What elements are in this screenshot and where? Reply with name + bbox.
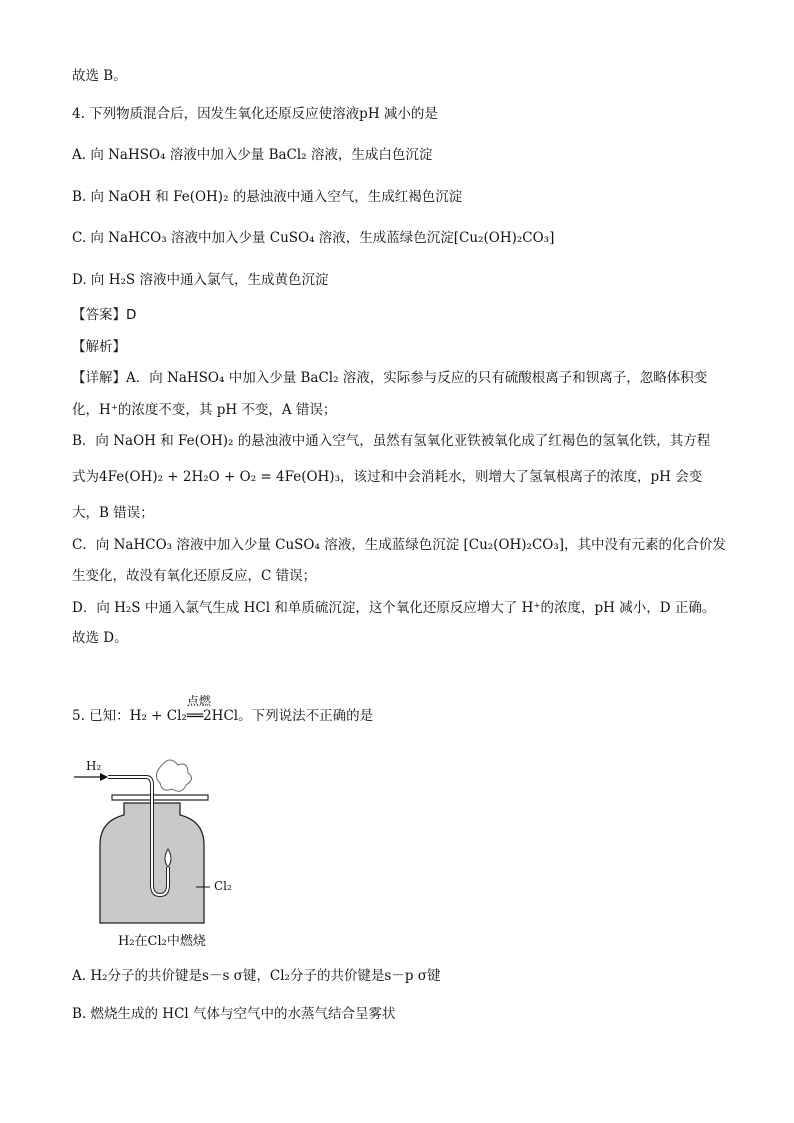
analysis-line-7: 生变化，故没有氧化还原反应，C 错误； xyxy=(72,568,317,584)
analysis-line-4: 式为4Fe(OH)₂ + 2H₂O + O₂ = 4Fe(OH)₃，该过和中会消耗水，则增大了氢氧根离子的浓度，pH 会变 xyxy=(72,469,703,485)
combustion-apparatus-figure xyxy=(72,755,242,955)
analysis-conclusion: 故选 D。 xyxy=(72,630,128,646)
reaction-condition: 点燃 xyxy=(186,694,211,708)
reaction-condition-arrow: 点燃 ══ xyxy=(187,706,203,726)
question-5-stem-suffix: 2HCl。下列说法不正确的是 xyxy=(203,708,374,724)
question-4-option-d: D. 向 H₂S 溶液中通入氯气，生成黄色沉淀 xyxy=(72,272,329,288)
question-5-option-b: B. 燃烧生成的 HCl 气体与空气中的水蒸气结合呈雾状 xyxy=(72,1006,396,1022)
analysis-line-3: B．向 NaOH 和 Fe(OH)₂ 的悬浊液中通入空气，虽然有氢氧化亚铁被氧化成了红褐色的氢氧化铁，其方程 xyxy=(72,433,711,449)
question-5-stem-prefix: 5. 已知：H₂ + Cl₂ xyxy=(72,708,187,724)
analysis-line-2: 化，H⁺的浓度不变，其 pH 不变，A 错误； xyxy=(72,402,337,418)
previous-conclusion: 故选 B。 xyxy=(72,68,127,84)
gas-bottle-diagram xyxy=(72,755,242,930)
question-4-stem: 4. 下列物质混合后，因发生氧化还原反应使溶液pH 减小的是 xyxy=(72,106,438,122)
question-5-stem xyxy=(72,694,374,726)
cl2-label: Cl₂ xyxy=(214,879,232,893)
analysis-line-6: C．向 NaHCO₃ 溶液中加入少量 CuSO₄ 溶液，生成蓝绿色沉淀 [Cu₂(OH)₂CO₃]，其中没有元素的化合价发 xyxy=(72,537,727,553)
question-4-option-a: A. 向 NaHSO₄ 溶液中加入少量 BaCl₂ 溶液，生成白色沉淀 xyxy=(72,147,433,163)
question-5-option-a: A. H₂分子的共价键是s－s σ键，Cl₂分子的共价键是s－p σ键 xyxy=(72,968,441,984)
h2-label: H₂ xyxy=(86,759,102,773)
analysis-line-8: D．向 H₂S 中通入氯气生成 HCl 和单质硫沉淀，这个氧化还原反应增大了 H⁺的浓度，pH 减小，D 正确。 xyxy=(72,600,716,616)
question-4-option-c: C. 向 NaHCO₃ 溶液中加入少量 CuSO₄ 溶液，生成蓝绿色沉淀[Cu₂(OH)₂CO₃] xyxy=(72,230,555,246)
question-4-option-b: B. 向 NaOH 和 Fe(OH)₂ 的悬浊液中通入空气，生成红褐色沉淀 xyxy=(72,189,463,205)
answer-label: 【答案】D xyxy=(72,307,137,323)
analysis-label: 【解析】 xyxy=(72,339,126,355)
analysis-line-5: 大，B 错误； xyxy=(72,505,154,521)
analysis-line-1: 【详解】A．向 NaHSO₄ 中加入少量 BaCl₂ 溶液，实际参与反应的只有硫酸根离子和钡离子，忽略体积变 xyxy=(72,370,708,386)
figure-caption: H₂在Cl₂中燃烧 xyxy=(118,934,206,949)
